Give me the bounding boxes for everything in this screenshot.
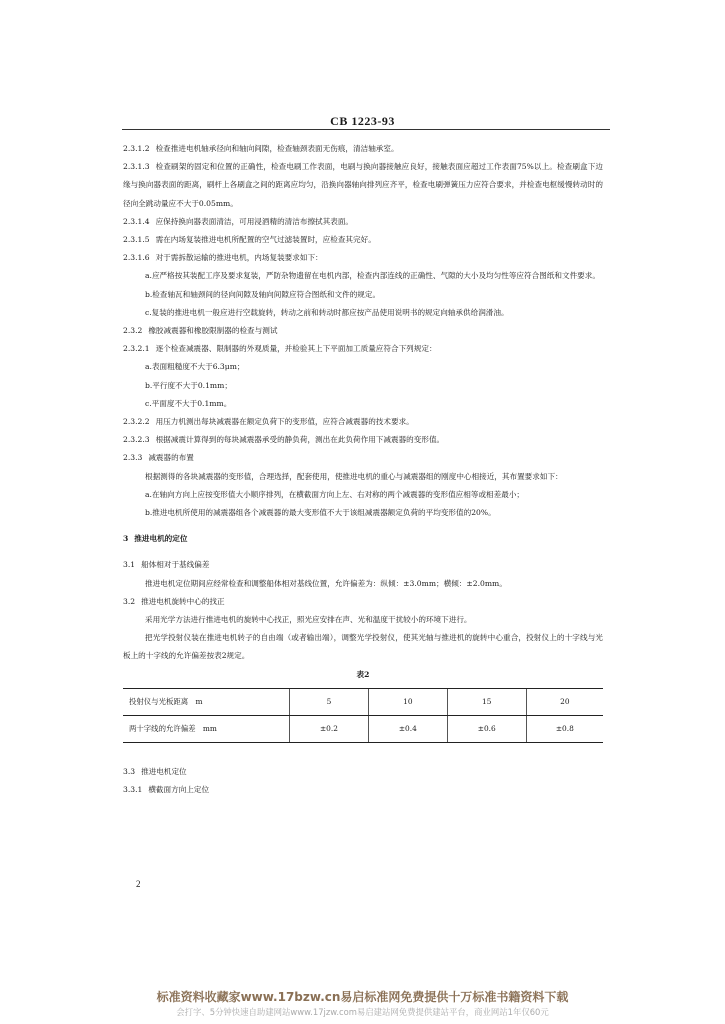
paragraph xyxy=(123,468,603,486)
table-cell: ±0.2 xyxy=(290,715,369,742)
paragraph xyxy=(123,213,603,231)
paragraph xyxy=(123,249,603,267)
clause-number: 2.3.3 xyxy=(123,453,143,463)
paragraph xyxy=(123,395,603,413)
table-caption: 表2 xyxy=(356,669,370,679)
paragraph-text: 采用光学方法进行推进电机的旋转中心找正，照光应安排在声、光和温度干扰较小的环境下进行。 xyxy=(145,615,472,625)
clause-number: 2.3.1.2 xyxy=(123,144,150,153)
clause-number: 2.3.2.3 xyxy=(123,435,150,445)
paragraph xyxy=(123,431,603,449)
paragraph-text: 检查刷架的固定和位置的正确性，检查电刷工作表面，电刷与换向器接触应良好，接触表面应超过工作表面75%以上。检查刷盒下边缘与换向器表面的距离，刷杆上各刷盒之间的距离应均匀，沿换向器轴向排列应齐平，检查电刷弹簧压力应符合要求，并检查电枢缓慢转动时的径向全跳动量应不大于0.05mm。 xyxy=(123,162,603,208)
paragraph-text: 检查推进电机轴承径向和轴向间隙，检查轴颈表面无伤痕，清洁轴承室。 xyxy=(155,144,399,153)
paragraph xyxy=(123,486,603,504)
paragraph-text: 需在内场复装推进电机所配置的空气过滤装置时，应检查其完好。 xyxy=(155,235,376,245)
table-row xyxy=(123,688,603,715)
paragraph xyxy=(123,140,603,158)
paragraph-text: c.平面度不大于0.1mm。 xyxy=(145,398,232,408)
paragraph xyxy=(123,377,603,395)
paragraph-text: 逐个检查减震器、限制器的外观质量，并检验其上下平面加工质量应符合下列规定： xyxy=(155,344,437,354)
header-dot: · xyxy=(356,127,358,133)
paragraph xyxy=(123,781,603,799)
tolerance-table xyxy=(123,688,603,743)
watermark-line-1[interactable]: 标准资料收藏家www.17bzw.cn易启标准网免费提供十万标准书籍资料下载 xyxy=(156,990,569,1004)
paragraph xyxy=(123,556,603,574)
watermark-line-2[interactable]: 会打字、5分钟快速自助建网站www.17jzw.com易启建站网免费提供建站平台，商业网站1年仅60元 xyxy=(176,1007,549,1017)
clause-number: 3 xyxy=(123,534,129,544)
clause-number: 2.3.2.2 xyxy=(123,417,150,427)
paragraph-text: 把光学投射仪装在推进电机转子的自由端（或者输出端），调整光学投射仪，使其光轴与推进机的旋转中心重合，投射仪上的十字线与光板上的十字线的允许偏差按表2规定。 xyxy=(123,633,603,661)
clause-number: 2.3.1.3 xyxy=(123,162,150,172)
paragraph xyxy=(123,231,603,249)
clause-number: 2.3.2 xyxy=(123,326,143,336)
clause-number: 3.3.1 xyxy=(123,785,143,795)
paragraph xyxy=(123,575,603,593)
page-number: 2 xyxy=(136,879,141,889)
paragraph xyxy=(123,358,603,376)
paragraph-text: c.复装的推进电机一般应进行空载旋转，转动之前和转动时都应按产品使用说明书的规定向轴承供给润滑油。 xyxy=(145,307,509,317)
paragraph xyxy=(123,763,603,781)
paragraph-text: a.表面粗糙度不大于6.3μm； xyxy=(145,362,245,372)
table-cell: 20 xyxy=(526,688,603,715)
paragraph-text: b.平行度不大于0.1mm； xyxy=(145,380,232,390)
paragraph-text: a.应严格按其装配工序及要求复装，严防杂物遗留在电机内部，检查内部连线的正确性、气隙的大小及均匀性等应符合图纸和文件要求。 xyxy=(145,271,600,281)
paragraph xyxy=(123,413,603,431)
clause-number: 3.1 xyxy=(123,560,136,570)
clause-number: 2.3.1.4 xyxy=(123,216,150,226)
paragraph-text: 根据测得的各块减震器的变形值，合理选择，配套使用，使推进电机的重心与减震器组的刚度中心相接近，其布置要求如下： xyxy=(145,471,563,481)
paragraph-text: 应保持换向器表面清洁，可用浸酒精的清洁布擦拭其表面。 xyxy=(155,216,354,226)
table-cell: 15 xyxy=(447,688,526,715)
paragraph xyxy=(123,611,603,629)
paragraph xyxy=(123,304,603,322)
paragraph-text: 对于需拆散运输的推进电机，内场复装要求如下： xyxy=(155,253,323,263)
paragraph-list xyxy=(123,140,603,666)
paragraph-text: 船体相对于基线偏差 xyxy=(141,560,210,570)
paragraph-text: 推进电机定位 xyxy=(141,766,187,776)
clause-number: 3.2 xyxy=(123,596,136,606)
paragraph-text: 推进电机定位期间应经常检查和调整船体相对基线位置，允许偏差为：纵倾：±3.0mm；横倾：±2.0mm。 xyxy=(145,578,507,588)
paragraph xyxy=(123,322,603,340)
paragraph-text: b.推进电机所使用的减震器组各个减震器的最大变形值不大于该组减震器额定负荷的平均变形值的20%。 xyxy=(145,508,496,518)
paragraph xyxy=(123,340,603,358)
paragraph xyxy=(123,158,603,213)
table-cell: ±0.6 xyxy=(447,715,526,742)
paragraph-text: 根据减震计算得到的每块减震器承受的静负荷，测出在此负荷作用下减震器的变形值。 xyxy=(155,435,445,445)
document-body xyxy=(123,140,603,799)
paragraph-text: b.检查轴瓦和轴颈间的径向间隙及轴向间隙应符合图纸和文件的规定。 xyxy=(145,289,381,299)
table-cell: 10 xyxy=(368,688,447,715)
paragraph-text: 推进电机的定位 xyxy=(134,534,188,544)
paragraph-text: 横截面方向上定位 xyxy=(148,785,210,795)
clause-number: 2.3.2.1 xyxy=(123,344,150,354)
clause-number: 3.3 xyxy=(123,766,136,776)
table-cell: ±0.8 xyxy=(526,715,603,742)
header-rule xyxy=(122,129,610,130)
table-row xyxy=(123,715,603,742)
paragraph-text: 减震器的布置 xyxy=(148,453,194,463)
row-label: 投射仪与光板距离 m xyxy=(123,688,290,715)
paragraph xyxy=(123,267,603,285)
paragraph-text: 用压力机测出每块减震器在额定负荷下的变形值，应符合减震器的技术要求。 xyxy=(155,417,414,427)
clause-number: 2.3.1.5 xyxy=(123,235,150,245)
table-cell: 5 xyxy=(290,688,369,715)
paragraph xyxy=(123,449,603,467)
clause-number: 2.3.1.6 xyxy=(123,253,150,263)
table-cell: ±0.4 xyxy=(368,715,447,742)
paragraph xyxy=(123,629,603,665)
paragraph xyxy=(123,593,603,611)
paragraph-text: 推进电机旋转中心的找正 xyxy=(141,596,225,606)
paragraph xyxy=(123,286,603,304)
header-code: CB 1223-93 xyxy=(330,114,395,128)
paragraph-text: 橡胶减震器和橡胶限制器的检查与测试 xyxy=(148,326,278,336)
row-label: 两十字线的允许偏差 mm xyxy=(123,715,290,742)
paragraph-text: a.在轴向方向上应按变形值大小顺序排列，在横截面方向上左、右对称的两个减震器的变形值应相等或相差最小； xyxy=(145,489,525,499)
after-table-section xyxy=(123,763,603,799)
paragraph xyxy=(123,504,603,522)
paragraph xyxy=(123,530,603,548)
